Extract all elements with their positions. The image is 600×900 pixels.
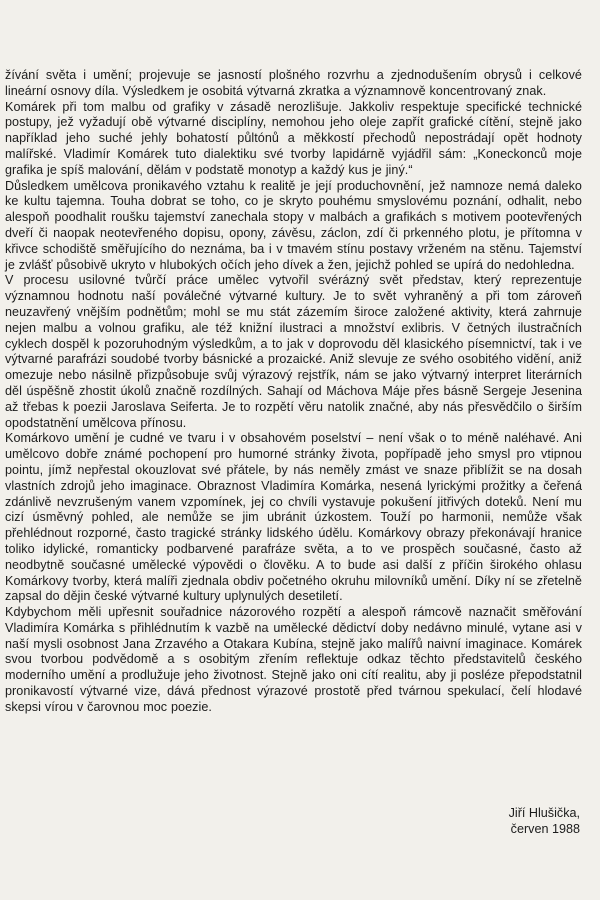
- signature-block: [509, 805, 580, 837]
- paragraph-6: Kdybychom měli upřesnit souřadnice názorového rozpětí a alespoň rámcově naznačit směřování Vladimíra Komárka s přihlédnutím k vazbě na umělecké dědictví doby nedávno minulé, vytane asi v naší mysli osobnost Jana Zrzavého a Otakara Kubína, stejně jako malířů naivní imaginace. Komárek svou tvorbou podvědomě a s osobitým zřením reflektuje odkaz těchto představitelů českého moderního umění a prodlužuje jeho životnost. Stejně jako oni cítí realitu, aby ji posléze přepodstatnil pronikavostí výtvarné vize, dává přednost výrazové prostotě před tvárnou spekulací, čelí hlodavé skepsi vírou v čarovnou moc poezie.: [5, 605, 582, 714]
- paragraph-3: Důsledkem umělcova pronikavého vztahu k realitě je její produchovnění, jež namnoze nemá daleko ke kultu tajemna. Touha dobrat se toho, co je skryto pouhému smyslovému poznání, odhalit, nebo alespoň poodhalit roušku tajemství zanechala stopy v malbách a grafikách s motivem pootevřených dveří či naopak neotevřeného dopisu, opony, závěsu, záclon, zdí či prkenného plotu, je přítomna v křivce schodiště směřujícího do neznáma, ba i v tmavém stínu postavy vrženém na stěnu. Tajemství je zvlášť působivě ukryto v hlubokých očích jeho dívek a žen, jejichž pohled se upírá do nedohledna.: [5, 178, 582, 272]
- date-line: červen 1988: [510, 822, 580, 836]
- paragraph-2: Komárek při tom malbu od grafiky v zásadě nerozlišuje. Jakkoliv respektuje specifické technické postupy, jež vyžadují obě výtvarné disciplíny, nemohou jeho oleje zapřít grafické cítění, stejně jako například jeho suché jehly bohatostí půltónů a měkkostí přechodů nepostrádají opět hodnoty malířské. Vladimír Komárek tuto dialektiku své tvorby lapidárně vyjádřil sám: „Koneckonců moje grafika je spíš malování, dělám v podstatě monotyp a každý kus je jiný.“: [5, 99, 582, 177]
- paragraph-4: V procesu usilovné tvůrčí práce umělec vytvořil svérázný svět představ, který reprezentuje významnou hodnotu naší poválečné výtvarné kultury. Je to svět vyhraněný a při tom zároveň neuzavřený vnějším podnětům; mohl se mu stát zázemím široce založené aktivity, která zahrnuje nejen malbu a volnou grafiku, ale též knižní ilustraci a množství exlibris. V četných ilustračních cyklech dospěl k pozoruhodným výsledkům, a to jak v doprovodu děl klasického písemnictví, tak i ve výtvarné parafrázi soudobé tvorby básnické a prozaické. Aniž slevuje ze svého osobitého vidění, aniž omezuje nebo násilně přizpůsobuje svůj výrazový rejstřík, nám se jako výtvarný interpret literárních děl úspěšně zhostit úkolů značně rozdílných. Sahají od Máchova Máje přes básně Sergeje Jesenina až třebas k poezii Jaroslava Seiferta. Je to rozpětí věru natolik značné, aby nás přesvědčilo o širším opodstatnění umělcova přínosu.: [5, 273, 582, 430]
- paragraph-5: Komárkovo umění je cudné ve tvaru i v obsahovém poselství – není však o to méně naléhavé. Ani umělcovo dobře známé pochopení pro humorné stránky života, popřípadě jeho smysl pro vtipnou pointu, jímž nepřestal okouzlovat své přátele, by nás neměly zmást ve snaze přiblížit se na dosah vlastních zdrojů jeho imaginace. Obraznost Vladimíra Komárka, nesená lyrickými prožitky a čeřená zdánlivě nevzrušeným vanem vzpomínek, jej co chvíli vystavuje pokušení jitřivých doteků. Není mu cizí úsměvný pohled, ale nemůže se jim ubránit úzkostem. Touží po harmonii, nemůže však přehlédnout rozporné, často tragické stránky lidského údělu. Komárkovy obrazy překonávají hranice toliko idylické, romanticky podbarvené parafráze světa, a to ve prospěch současné, často až neodbytně současné umělecké výpovědi o člověku. A to bude asi další z příčin širokého ohlasu Komárkovy tvorby, která malíři zjednala obdiv početného okruhu milovníků umění. Díky ní se zřetelně zapsal do dějin české výtvarné kultury uplynulých desetiletí.: [5, 431, 582, 604]
- paragraph-1: žívání světa i umění; projevuje se jasností plošného rozvrhu a zjednodušením obrysů i celkové lineární osnovy díla. Výsledkem je osobitá výtvarná zkratka a významnově koncentrovaný znak.: [5, 68, 582, 98]
- author-name: Jiří Hlušička,: [508, 806, 580, 820]
- article-body: [5, 68, 582, 716]
